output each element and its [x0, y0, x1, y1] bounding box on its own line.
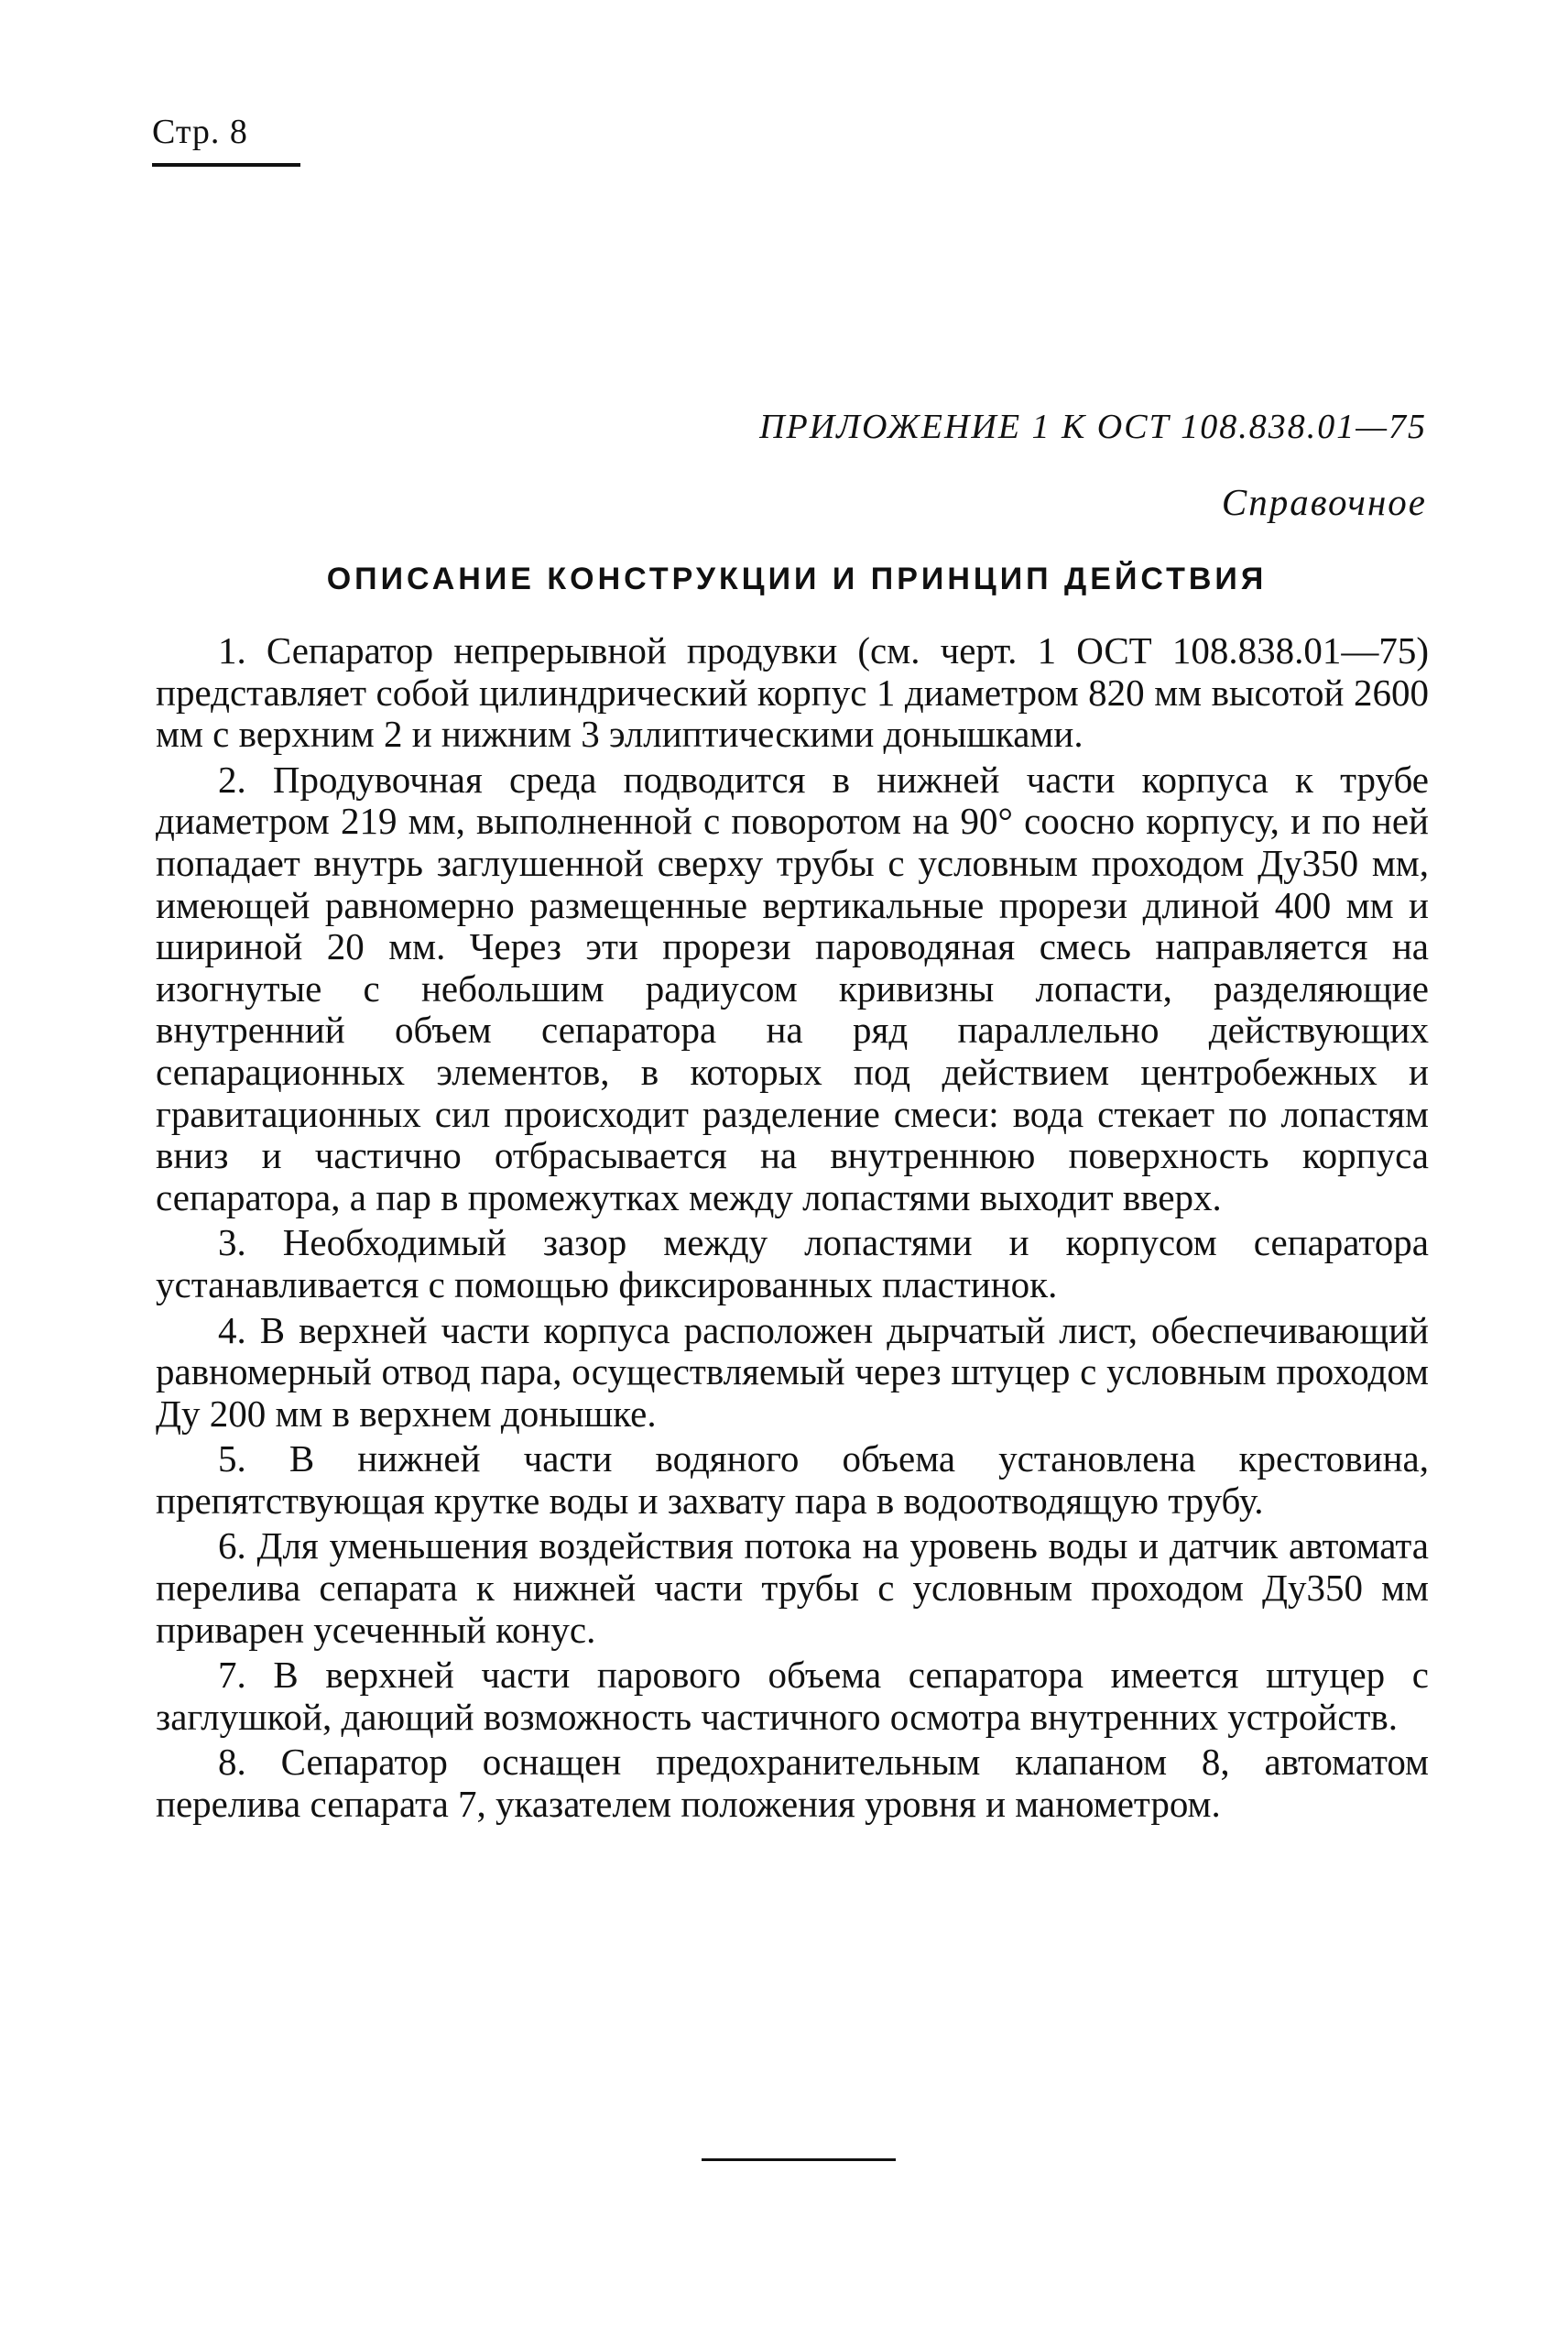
- paragraph-3: 3. Необходимый зазор между лопастями и корпусом сепаратора устанавливается с помощью фиксированных пластинок.: [156, 1221, 1429, 1305]
- page-number-underline: [152, 163, 300, 167]
- paragraph-5: 5. В нижней части водяного объема установлена крестовина, препятствующая крутке воды и захвату пара в водоотводящую трубу.: [156, 1437, 1429, 1522]
- section-heading: ОПИСАНИЕ КОНСТРУКЦИИ И ПРИНЦИП ДЕЙСТВИЯ: [326, 562, 1268, 596]
- appendix-type: Справочное: [1221, 481, 1427, 523]
- paragraph-6: 6. Для уменьшения воздействия потока на уровень воды и датчик автомата перелива сепарата к нижней части трубы с условным проходом Ду350 мм приварен усеченный конус.: [156, 1524, 1429, 1651]
- paragraph-7: 7. В верхней части парового объема сепаратора имеется штуцер с заглушкой, дающий возможность частичного осмотра внутренних устройств.: [156, 1654, 1429, 1738]
- page-number: Стр. 8: [152, 113, 248, 151]
- appendix-title: ПРИЛОЖЕНИЕ 1 К ОСТ 108.838.01—75: [759, 408, 1427, 446]
- paragraph-1: 1. Сепаратор непрерывной продувки (см. черт. 1 ОСТ 108.838.01—75) представляет собой цилиндрический корпус 1 диаметром 820 мм высотой 2600 мм с верхним 2 и нижним 3 эллиптическими донышками.: [156, 629, 1429, 756]
- body-text: [156, 630, 1429, 1826]
- paragraph-2: 2. Продувочная среда подводится в нижней части корпуса к трубе диаметром 219 мм, выполненной с поворотом на 90° соосно корпусу, и по ней попадает внутрь заглушенной сверху трубы с условным проходом Ду350 мм, имеющей равномерно размещенные вертикальные прорези длиной 400 мм и шириной 20 мм. Через эти прорези пароводяная смесь направляется на изогнутые с небольшим радиусом кривизны лопасти, разделяющие внутренний объем сепаратора на ряд параллельно действующих сепарационных элементов, в которых под действием центробежных и гравитационных сил происходит разделение смеси: вода стекает по лопастям вниз и частично отбрасывается на внутреннюю поверхность корпуса сепаратора, а пар в промежутках между лопастями выходит вверх.: [156, 758, 1429, 1218]
- paragraph-4: 4. В верхней части корпуса расположен дырчатый лист, обеспечивающий равномерный отвод пара, осуществляемый через штуцер с условным проходом Ду 200 мм в верхнем донышке.: [156, 1308, 1429, 1435]
- end-divider: [702, 2158, 896, 2161]
- paragraph-8: 8. Сепаратор оснащен предохранительным клапаном 8, автоматом перелива сепарата 7, указателем положения уровня и манометром.: [156, 1741, 1429, 1826]
